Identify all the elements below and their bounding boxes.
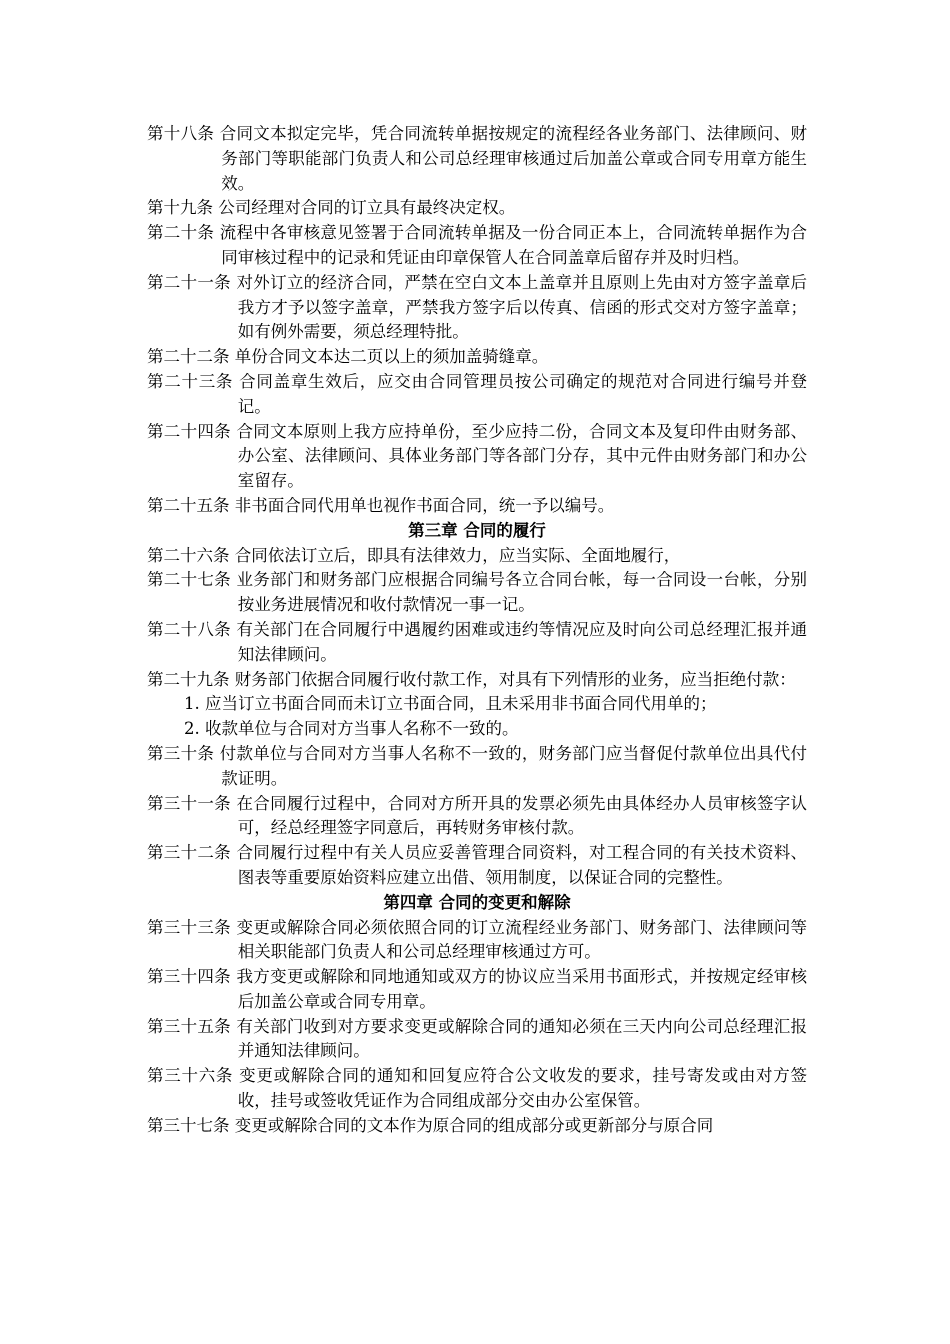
chapter-3-heading: 第三章 合同的履行 [408, 520, 546, 540]
article-number: 第二十一条 [147, 272, 231, 292]
article-text: 业务部门和财务部门应根据合同编号各立合同台帐，每一合同设一台帐，分别按业务进展情况和收付款情况一事一记。 [236, 570, 808, 615]
article-text: 在合同履行过程中，合同对方所开具的发票必须先由具体经办人员审核签字认可，经总经理签字同意后，再转财务审核付款。 [236, 793, 808, 838]
article-number: 第三十二条 [147, 843, 231, 863]
articles-section-3a [147, 544, 807, 693]
article-paragraph [147, 742, 807, 792]
article-number: 第三十四条 [147, 967, 231, 987]
article-number: 第三十一条 [147, 793, 231, 813]
article-text: 流程中各审核意见签署于合同流转单据及一份合同正本上，合同流转单据作为合同审核过程中的记录和凭证由印章保管人在合同盖章后留存并及时归档。 [219, 223, 808, 267]
article-number: 第二十七条 [147, 570, 231, 590]
article-text: 我方变更或解除和同地通知或双方的协议应当采用书面形式，并按规定经审核后加盖公章或合同专用章。 [236, 967, 808, 1011]
document-page [147, 122, 807, 1139]
article-number: 第二十四条 [147, 421, 231, 441]
articles-section-3b [147, 742, 807, 891]
article-paragraph [147, 1114, 807, 1139]
article-paragraph [147, 345, 807, 370]
article-number: 第二十三条 [147, 371, 234, 391]
article-text: 有关部门在合同履行中遇履约困难或违约等情况应及时向公司总经理汇报并通知法律顾问。 [236, 619, 808, 664]
article-paragraph [147, 122, 807, 196]
article-number: 第三十条 [147, 743, 215, 763]
article-text: 对外订立的经济合同，严禁在空白文本上盖章并且原则上先由对方签字盖章后我方才予以签字盖章，严禁我方签字后以传真、信函的形式交对方签字盖章；如有例外需要，须总经理特批。 [236, 272, 808, 342]
chapter-4-heading: 第四章 合同的变更和解除 [383, 892, 571, 912]
article-paragraph [147, 370, 807, 420]
article-paragraph [147, 568, 807, 618]
article-number: 第三十三条 [147, 917, 231, 937]
article-text: 合同履行过程中有关人员应妥善管理合同资料，对工程合同的有关技术资料、图表等重要原始资料应建立出借、领用制度，以保证合同的完整性。 [236, 843, 808, 887]
list-item: 2. 收款单位与合同对方当事人名称不一致的。 [184, 719, 519, 739]
article-paragraph [147, 1015, 807, 1065]
article-text: 公司经理对合同的订立具有最终决定权。 [218, 198, 516, 218]
article-paragraph [147, 196, 807, 221]
article-paragraph [147, 494, 807, 519]
article-paragraph [147, 271, 807, 345]
article-paragraph [147, 1064, 807, 1114]
article-number: 第二十二条 [147, 347, 230, 367]
article-paragraph [147, 668, 807, 693]
article-number: 第三十五条 [147, 1016, 231, 1036]
article-text: 非书面合同代用单也视作书面合同，统一予以编号。 [234, 495, 615, 515]
article-number: 第二十条 [147, 223, 215, 243]
article-text: 合同文本原则上我方应持单份，至少应持二份，合同文本及复印件由财务部、办公室、法律顾问、具体业务部门等各部门分存，其中元件由财务部门和办公室留存。 [236, 421, 808, 491]
article-text: 合同文本拟定完毕，凭合同流转单据按规定的流程经各业务部门、法律顾问、财务部门等职能部门负责人和公司总经理审核通过后加盖公章或合同专用章方能生效。 [219, 124, 808, 193]
article-paragraph [147, 792, 807, 842]
article-text: 付款单位与合同对方当事人名称不一致的，财务部门应当督促付款单位出具代付款证明。 [219, 743, 808, 788]
article-text: 合同依法订立后，即具有法律效力，应当实际、全面地履行， [234, 545, 681, 565]
article-paragraph [147, 965, 807, 1015]
article-text: 单份合同文本达二页以上的须加盖骑缝章。 [234, 347, 549, 367]
article-paragraph [147, 544, 807, 569]
article-text: 变更或解除合同的通知和回复应符合公文收发的要求，挂号寄发或由对方签收，挂号或签收凭证作为合同组成部分交由办公室保管。 [237, 1066, 808, 1111]
article-number: 第二十六条 [147, 545, 230, 565]
article-number: 第二十八条 [147, 619, 231, 639]
article-text: 变更或解除合同的文本作为原合同的组成部分或更新部分与原合同 [234, 1115, 714, 1135]
articles-section-2 [147, 122, 807, 519]
refusal-conditions-list [147, 692, 807, 742]
article-number: 第十九条 [147, 198, 213, 218]
article-paragraph [147, 841, 807, 891]
article-number: 第二十五条 [147, 495, 230, 515]
article-paragraph [147, 420, 807, 494]
article-paragraph [147, 618, 807, 668]
article-paragraph [147, 221, 807, 271]
article-paragraph [147, 916, 807, 966]
article-text: 有关部门收到对方要求变更或解除合同的通知必须在三天内向公司总经理汇报并通知法律顾问。 [236, 1016, 808, 1061]
article-text: 合同盖章生效后，应交由合同管理员按公司确定的规范对合同进行编号并登记。 [237, 371, 808, 416]
article-text: 变更或解除合同必须依照合同的订立流程经业务部门、财务部门、法律顾问等相关职能部门负责人和公司总经理审核通过方可。 [236, 917, 808, 962]
article-number: 第十八条 [147, 124, 215, 143]
article-number: 第二十九条 [147, 669, 230, 689]
list-item: 1. 应当订立书面合同而未订立书面合同，且未采用非书面合同代用单的； [184, 694, 717, 714]
article-number: 第三十七条 [147, 1115, 230, 1135]
article-text: 财务部门依据合同履行收付款工作，对具有下列情形的业务，应当拒绝付款： [234, 669, 796, 689]
articles-section-4 [147, 916, 807, 1139]
article-number: 第三十六条 [147, 1066, 234, 1086]
